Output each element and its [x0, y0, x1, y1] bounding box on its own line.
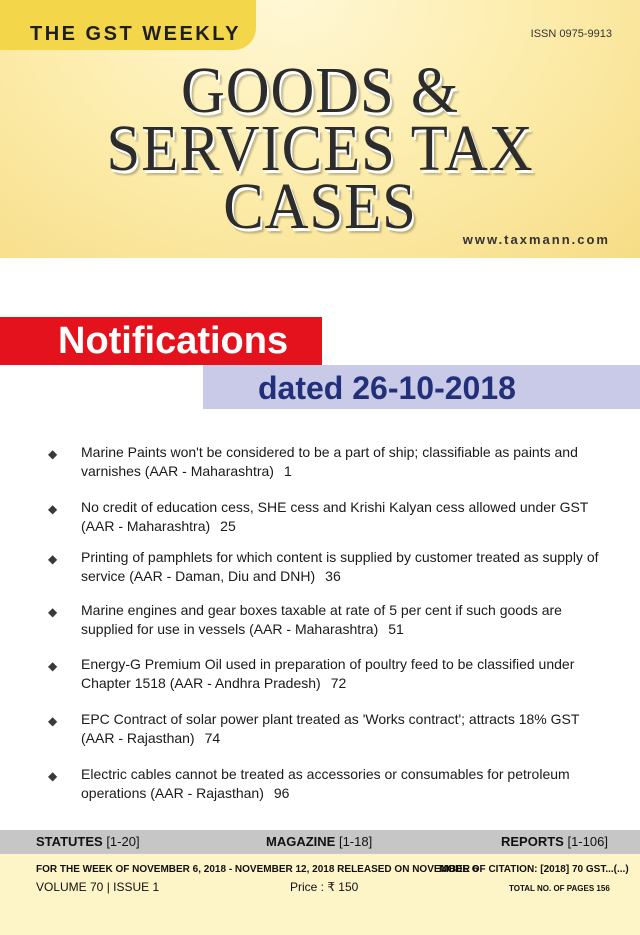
issue-week: FOR THE WEEK OF NOVEMBER 6, 2018 - NOVEMBER 12, 2018 RELEASED ON NOVEMBER 6 — [36, 864, 479, 875]
statutes-section — [36, 834, 140, 849]
item-description: Marine engines and gear boxes taxable at rate of 5 per cent if such goods are supplied for use in vessels (AAR - Maharashtra) — [81, 602, 562, 637]
item-text — [81, 498, 611, 536]
item-description: EPC Contract of solar power plant treated as 'Works contract'; attracts 18% GST (AAR - Rajasthan) — [81, 711, 580, 746]
magazine-label: MAGAZINE — [266, 834, 336, 849]
statutes-label: STATUTES — [36, 834, 103, 849]
volume-issue — [36, 880, 159, 894]
item-description: Marine Paints won't be considered to be a part of ship; classifiable as paints and varnishes (AAR - Maharashtra) — [81, 444, 578, 479]
item-text — [81, 443, 611, 481]
diamond-bullet-icon: ◆ — [48, 659, 58, 673]
magazine-section — [266, 834, 372, 849]
item-page-number: 36 — [325, 568, 341, 584]
total-pages: TOTAL NO. OF PAGES 156 — [509, 884, 610, 893]
item-text — [81, 765, 611, 803]
item-text — [81, 548, 611, 586]
title-line-1: GOODS & — [180, 54, 460, 127]
reports-section — [501, 834, 608, 849]
reports-label: REPORTS — [501, 834, 564, 849]
magazine-range: [1-18] — [338, 834, 373, 849]
reports-range: [1-106] — [567, 834, 608, 849]
issn-number: ISSN 0975-9913 — [530, 28, 612, 40]
diamond-bullet-icon: ◆ — [48, 552, 58, 566]
item-page-number: 25 — [220, 518, 236, 534]
title-line-2: SERVICES TAX — [106, 112, 534, 185]
item-text — [81, 655, 611, 693]
item-text — [81, 601, 611, 639]
diamond-bullet-icon: ◆ — [48, 714, 58, 728]
publication-tagline: THE GST WEEKLY — [30, 23, 241, 45]
item-description: Printing of pamphlets for which content is supplied by customer treated as supply of service (AAR - Daman, Diu and DNH) — [81, 549, 599, 584]
item-page-number: 51 — [388, 621, 404, 637]
price: Price : ₹ 150 — [290, 880, 359, 894]
item-page-number: 74 — [204, 730, 221, 746]
statutes-range: [1-20] — [106, 834, 140, 849]
title-line-3: CASES — [223, 170, 417, 243]
citation-mode: MODE OF CITATION: [2018] 70 GST...(...) — [439, 864, 629, 875]
website-url: www.taxmann.com — [462, 232, 610, 247]
issue-number: ISSUE 1 — [113, 880, 160, 894]
item-description: Electric cables cannot be treated as accessories or consumables for petroleum operations (AAR - Rajasthan) — [81, 766, 570, 801]
diamond-bullet-icon: ◆ — [48, 605, 58, 619]
item-description: Energy-G Premium Oil used in preparation of poultry feed to be classified under Chapter 1518 (AAR - Andhra Pradesh) — [81, 656, 575, 691]
diamond-bullet-icon: ◆ — [48, 769, 58, 783]
separator: | — [106, 880, 110, 894]
volume-number: VOLUME 70 — [36, 880, 104, 894]
item-page-number: 1 — [283, 463, 292, 479]
notifications-heading: Notifications — [58, 320, 289, 362]
item-description: No credit of education cess, SHE cess and Krishi Kalyan cess allowed under GST (AAR - Maharashtra) — [81, 499, 589, 534]
item-text — [81, 710, 611, 748]
diamond-bullet-icon: ◆ — [48, 502, 58, 516]
item-page-number: 96 — [273, 785, 290, 801]
diamond-bullet-icon: ◆ — [48, 447, 58, 461]
notifications-date: dated 26-10-2018 — [258, 370, 516, 406]
masthead — [0, 0, 640, 258]
item-page-number: 72 — [330, 675, 347, 691]
